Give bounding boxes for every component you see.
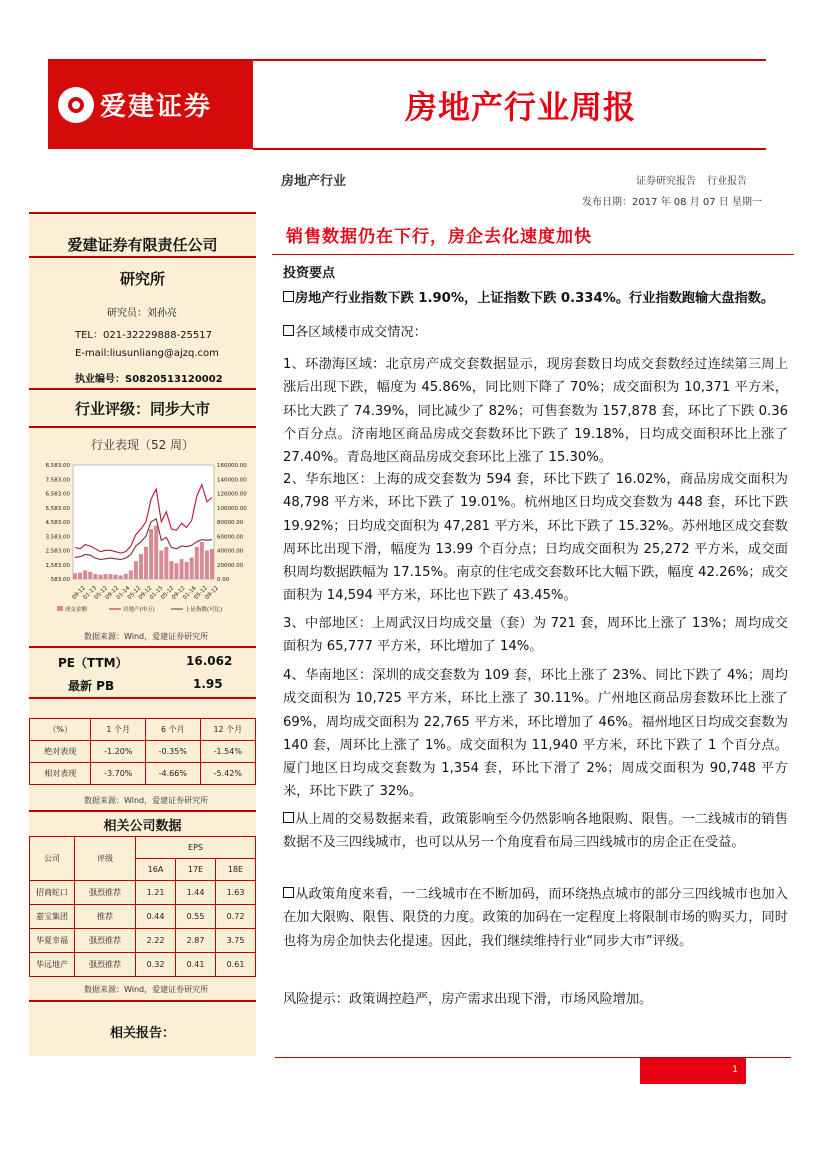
table-cell: 招商蛇口 [30,881,75,905]
main-title: 销售数据仍在下行，房企去化速度加快 [286,227,592,247]
logo-spiral-icon [68,97,84,113]
sidebar-rule [29,1000,256,1002]
report-title: 房地产行业周报 [405,88,637,126]
x-tick-label: 01-15 [148,585,165,601]
y-right-tick-label: 20000.00 [217,562,244,569]
table-header: 18E [216,859,256,881]
table-cell: 1.44 [176,881,216,905]
research-dept: 研究所 [119,270,165,288]
industry-label: 房地产行业 [281,174,347,189]
sidebar-rule [29,697,256,699]
table-row [30,741,256,763]
header-bottom-rule [253,148,766,150]
volume-bar [154,526,158,579]
y-left-tick-label: 1,583.00 [45,562,70,569]
risk-warning: 风险提示：政策调控趋严，房产需求出现下滑，市场风险增加。 [283,992,653,1007]
license-number: 执业编号：S0820513120002 [75,374,223,385]
volume-bar [174,563,178,579]
y-right-tick-label: 100000.00 [217,505,247,512]
table-cell: -4.66% [146,763,201,785]
volume-bar [124,574,128,579]
pb-label: 最新 PB [68,679,115,693]
paragraph-east: 2、华东地区：上海的成交套数为 594 套，环比下跌了 16.02%，商品房成交面积为 48,798 平方米，环比下跌了 19.01%。杭州地区日均成交套数为 448 套，环比下跌 19.92%；日均成交面积为 47,281 平方米，环比下跌了 15.32%。苏州地区成交套数周环比出现下滑，幅度为 13.99 个百分点；日均成交面积为 25,272 平方米，成交面积周均数据跌幅为 17.15%。南京的住宅成交套数环比大幅下跌，幅度 42.26%；成交面积为 14,594 平方米，环比也下跌了 43.45%。 [283,472,788,604]
table-source: 数据来源：Wind，爱建证券研究所 [84,796,209,805]
pb-value: 1.95 [193,677,223,691]
x-tick-label: 05-12 [93,585,110,601]
company-table [29,836,256,977]
paragraph-text: 各区域楼市成交情况： [295,325,427,340]
volume-bar [200,542,204,579]
table-cell: -0.35% [146,741,201,763]
volume-bar [205,551,209,580]
analyst-email[interactable]: E-mail:liusunliang@ajzq.com [75,348,219,359]
y-right-tick-label: 160000.00 [217,463,247,469]
title-rule [272,254,794,255]
volume-bar [103,574,107,579]
paragraph-regions [283,321,788,344]
section-heading: 投资要点 [283,266,336,281]
legend-swatch [57,606,63,611]
performance-table [29,718,256,785]
y-left-tick-label: 8,583.00 [45,463,70,469]
table-header: （%） [30,719,91,741]
table-cell: 0.32 [136,953,176,977]
table-cell: -3.70% [91,763,146,785]
table-cell: 2.22 [136,929,176,953]
checkbox-bullet-icon [283,325,294,336]
volume-bar [180,559,184,579]
table-source: 数据来源：Wind，爱建证券研究所 [84,985,209,994]
volume-bar [185,562,189,579]
table-cell: -1.20% [91,741,146,763]
pe-value: 16.062 [186,654,233,668]
table-cell: 推荐 [75,905,136,929]
checkbox-bullet-icon [283,812,294,823]
x-tick-label: 09-12 [171,585,187,601]
table-cell: 华夏幸福 [30,929,75,953]
volume-bar [129,570,133,579]
volume-bar [93,574,97,579]
paragraph-text: 从上周的交易数据来看，政策影响至今仍然影响各地限购、限售。一二线城市的销售数据不及三四线城市，也可以从另一个角度看布局三四线城市的房企正在受益。 [283,812,788,851]
table-header: 17E [176,859,216,881]
y-right-tick-label: 80000.00 [217,520,244,526]
table-cell: 0.44 [136,905,176,929]
volume-bar [190,558,194,579]
table-cell: 相对表现 [30,763,91,785]
x-tick-label: 05-12 [126,585,143,601]
y-left-tick-label: 3,583.00 [45,534,70,541]
table-cell: 0.61 [216,953,256,977]
paragraph-text: 房地产行业指数下跌 1.90%，上证指数下跌 0.334%。行业指数跑输大盘指数。 [295,291,775,306]
table-cell: -5.42% [200,763,255,785]
table-row [30,929,256,953]
paragraph-central: 3、中部地区：上周武汉日均成交量（套）为 721 套，周环比上涨了 13%；周均成交面积为 65,777 平方米，环比增加了 14%。 [283,616,788,655]
table-cell: 0.41 [176,953,216,977]
table-cell: 1.21 [136,881,176,905]
volume-bar [109,574,113,579]
table-row [30,881,256,905]
chart-title: 行业表现（52 周） [90,438,195,452]
checkbox-bullet-icon [283,291,294,302]
table-cell: 0.55 [176,905,216,929]
sidebar-rule [29,388,256,390]
volume-bar [144,547,148,579]
table-header: 公司 [30,837,75,881]
table-header: 16A [136,859,176,881]
related-company-title: 相关公司数据 [103,819,182,834]
volume-bar [149,529,153,579]
legend-label: 房地产(申万) [123,607,155,613]
y-left-tick-label: 4,583.00 [45,520,70,526]
table-cell: 1.63 [216,881,256,905]
paragraph-trade-data [283,808,788,855]
y-left-tick-label: 2,583.00 [45,548,70,555]
volume-bar [114,575,118,579]
industry-rating: 行业评级：同步大市 [74,400,210,418]
volume-bar [139,554,143,579]
sidebar-rule [29,810,256,812]
analyst-tel: TEL：021-32229888-25517 [75,330,213,341]
x-tick-label: 09-12 [204,585,220,601]
x-tick-label: 09-12 [104,585,121,601]
table-cell: 华远地产 [30,953,75,977]
x-tick-label: 05-12 [160,585,176,601]
table-cell: 3.75 [216,929,256,953]
y-right-tick-label: 0.00 [217,577,230,583]
paragraph-south: 4、华南地区：深圳的成交套数为 109 套，环比上涨了 23%、同比下跌了 4%；周均成交面积为 10,725 平方米，环比上涨了 30.11%。广州地区商品房套数环比上涨了 69%，周均成交面积为 22,765 平方米，环比增加了 46%。福州地区日均成交套数为 140 套，周环比上涨了 1%。成交面积为 11,940 平方米，环比下跌了 1 个百分点。厦门地区日均成交套数为 1,354 套，环比下滑了 2%；周成交面积为 90,748 平方米，环比下跌了 32%。 [283,668,788,800]
table-cell: 强烈推荐 [75,929,136,953]
volume-bar [119,575,123,579]
pe-label: PE（TTM） [58,656,128,670]
paragraph-text: 从政策角度来看，一二线城市在不断加码，而环绕热点城市的部分三四线城市也加入在加大限购、限售、限贷的力度。政策的加码在一定程度上将限制市场的购买力，同时也将为房企加快去化提速。因此，我们继续维持行业“同步大市”评级。 [283,887,788,949]
table-row [30,719,256,741]
table-header: 1 个月 [91,719,146,741]
volume-bar [134,561,138,579]
y-left-tick-label: 583.00 [50,577,70,583]
table-header: 评级 [75,837,136,881]
x-tick-label: 01-16 [182,585,198,601]
volume-bar [78,573,82,579]
table-cell: 0.72 [216,905,256,929]
table-row [30,837,256,859]
industry-performance-chart [29,455,256,625]
related-reports-title: 相关报告： [109,1026,175,1041]
table-header: 12 个月 [200,719,255,741]
checkbox-bullet-icon [283,887,294,898]
table-cell: 2.87 [176,929,216,953]
x-tick-label: 05-12 [193,585,209,601]
paragraph-bohai: 1、环渤海区域：北京房产成交套数据显示，现房套数日均成交套数经过连续第三周上涨后出现下跌，幅度为 45.86%，同比则下降了 70%；成交面积为 10,371 平方米，环比大跌了 74.39%，同比减少了 82%；可售套数为 157,878 套，环比了下跌 0.36 个百分点。济南地区商品房成交套数环比下跌了 19.18%，日均成交面积环比上涨了 27.40%。青岛地区商品房成交套环比上涨了 15.30%。 [283,357,788,466]
sidebar-rule [29,426,256,428]
volume-bar [164,547,168,579]
table-cell: 强烈推荐 [75,953,136,977]
volume-bar [98,575,102,579]
x-tick-label: 09-12 [71,585,87,601]
paragraph-policy [283,883,788,953]
y-left-tick-label: 6,583.00 [45,491,70,498]
company-name: 爱建证券有限责任公司 [67,236,218,254]
x-tick-label: 09-12 [137,585,154,601]
volume-bar [73,573,77,579]
x-tick-label: 01-14 [115,585,132,601]
y-left-tick-label: 7,583.00 [45,477,70,484]
sidebar-rule [29,256,256,258]
legend-label: 上证指数(可比) [185,607,223,613]
x-tick-label: 01-13 [82,585,98,601]
table-header: 6 个月 [146,719,201,741]
table-header: EPS [136,837,256,859]
sidebar-rule [29,212,256,214]
y-right-tick-label: 40000.00 [217,548,244,555]
table-cell: 强烈推荐 [75,881,136,905]
volume-bar [83,570,87,579]
publish-date: 发布日期：2017 年 08 月 07 日 星期一 [582,197,762,208]
table-cell: 嘉宝集团 [30,905,75,929]
paragraph-summary [283,287,788,310]
table-cell: -1.54% [200,741,255,763]
volume-bar [210,549,214,579]
legend-label: 成交金额 [65,607,88,613]
volume-bar [169,561,173,579]
y-right-tick-label: 60000.00 [217,534,244,541]
volume-bar [159,551,163,580]
volume-bar [195,547,199,579]
y-right-tick-label: 140000.00 [217,477,247,484]
report-type: 证券研究报告 行业报告 [636,176,748,187]
sidebar-rule [29,646,256,648]
y-left-tick-label: 5,583.00 [45,505,70,512]
analyst-name: 研究员：刘孙亮 [107,308,177,319]
y-right-tick-label: 120000.00 [217,491,247,498]
table-row [30,953,256,977]
logo-text: 爱建证券 [100,92,213,122]
volume-bar [88,572,92,579]
page-number: 1 [640,1058,746,1084]
table-row [30,905,256,929]
table-row [30,763,256,785]
table-cell: 绝对表现 [30,741,91,763]
chart-source: 数据来源：Wind，爱建证券研究所 [84,632,209,641]
